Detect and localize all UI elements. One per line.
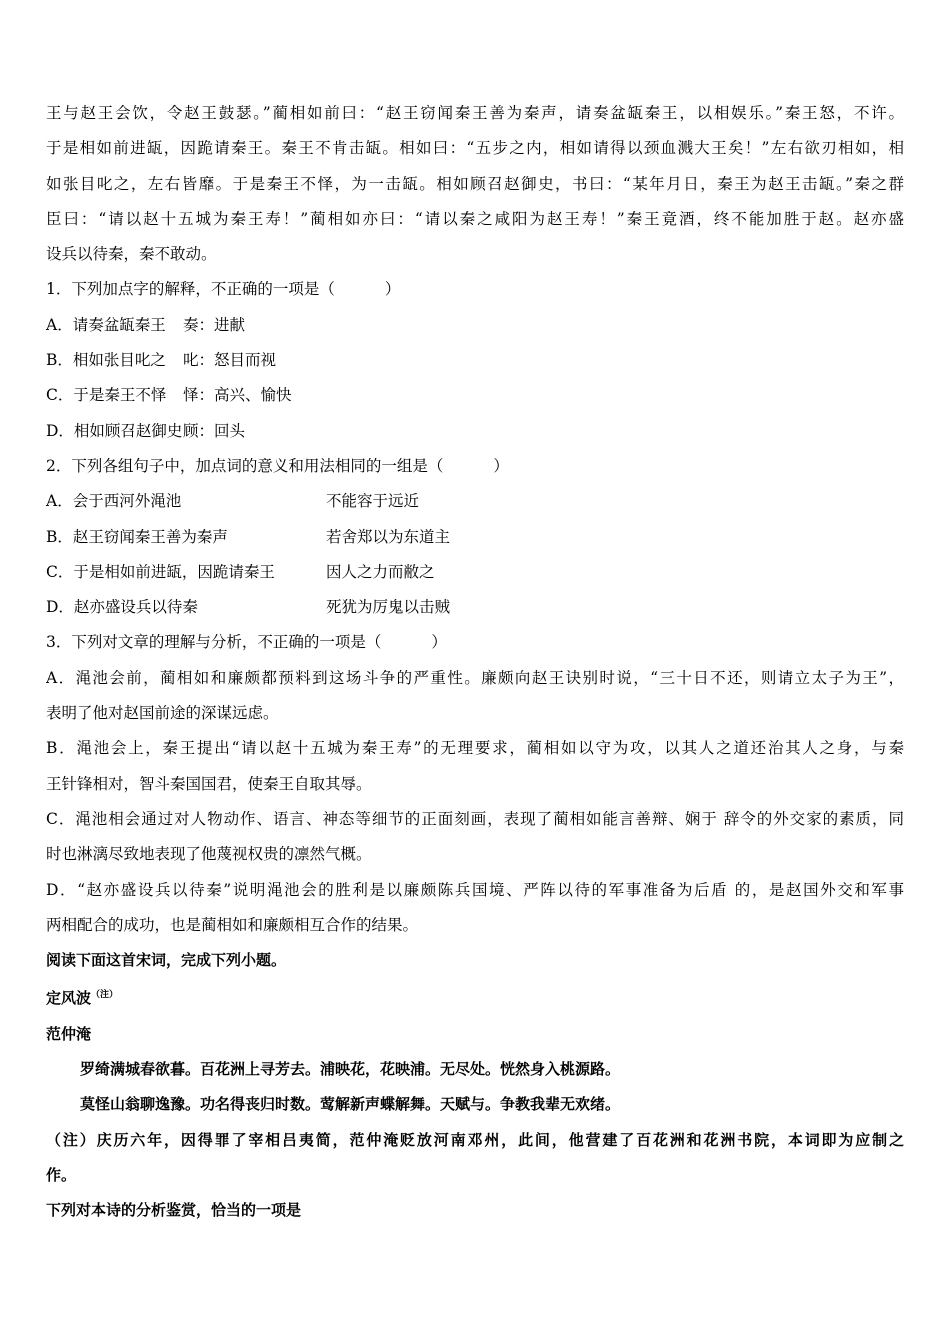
question-3-stem: 3．下列对文章的理解与分析，不正确的一项是（ ） [46,633,447,652]
option-line: 时也淋漓尽致地表现了他蔑视权贵的凛然气概。 [46,845,372,864]
question-1-stem: 1．下列加点字的解释，不正确的一项是（ ） [46,280,401,299]
poem-section [46,943,904,1228]
poem-note-line: （注）庆历六年，因得罪了宰相吕夷简，范仲淹贬放河南邓州，此间，他营建了百花洲和花洲书院，本词即为应制之 [46,1130,904,1149]
poem-note-line: 作。 [46,1165,77,1184]
poem-intro: 阅读下面这首宋词，完成下列小题。 [46,951,287,970]
question-3-option-c [46,802,904,873]
question-3-option-b [46,731,904,802]
question-1-option-c: C．于是秦王不怿 怿：高兴、愉快 [46,386,292,405]
passage-line: 设兵以待秦，秦不敢动。 [46,245,217,264]
passage-line: 臣曰：“请以赵十五城为秦王寿！”蔺相如亦曰：“请以秦之咸阳为赵王寿！”秦王竟酒，终不能加胜于赵。赵亦盛 [46,209,904,228]
poem-title: 定风波$^{(注)}$ [46,989,119,1008]
option-line: D．“赵亦盛设兵以待秦”说明渑池会的胜利是以廉颇陈兵国境、严阵以待的军事准备为后盾 的，是赵国外交和军事 [46,880,904,899]
poem-question-stem: 下列对本诗的分析鉴赏，恰当的一项是 [46,1201,302,1220]
passage [46,96,904,272]
passage-line: 如张目叱之，左右皆靡。于是秦王不怿，为一击缻。相如顾召赵御史，书曰：“某年月日，秦王为赵王击缻。”秦之群 [46,174,904,193]
option-line: A．渑池会前，蔺相如和廉颇都预料到这场斗争的严重性。廉颇向赵王诀别时说，“三十日不还，则请立太子为王”， [46,668,904,687]
passage-line: 王与赵王会饮，令赵王鼓瑟。”蔺相如前曰：“赵王窃闻秦王善为秦声，请奏盆缻秦王，以相娱乐。”秦王怒，不许。 [46,104,904,122]
option-line: 表明了他对赵国前途的深谋远虑。 [46,704,279,723]
question-3 [46,625,904,943]
option-line: B．渑池会上，秦王提出“请以赵十五城为秦王寿”的无理要求，蔺相如以守为攻，以其人之道还治其人之身，与秦 [46,739,904,758]
question-2-option-a: A．会于西河外渑池 不能容于远近 [46,492,420,511]
poem-line-2: 莫怪山翁聊逸豫。功名得丧归时数。莺解新声蝶解舞。天赋与。争教我辈无欢绪。 [80,1095,621,1114]
poem-author: 范仲淹 [46,1024,92,1043]
option-line: C．渑池相会通过对人物动作、语言、神态等细节的正面刻画，表现了蔺相如能言善辩、娴于 辞令的外交家的素质，同 [46,809,904,828]
title-note-mark: （注） [91,990,119,1001]
question-1-option-b: B．相如张目叱之 叱：怒目而视 [46,351,277,370]
option-line: 两相配合的成功，也是蔺相如和廉颇相互合作的结果。 [46,915,419,934]
option-line: 王针锋相对，智斗秦国国君，使秦王自取其辱。 [46,774,372,793]
question-3-option-d [46,873,904,944]
question-1 [46,272,904,448]
question-2-option-b: B．赵王窃闻秦王善为秦声 若舍郑以为东道主 [46,527,451,546]
poem-line-1: 罗绮满城春欲暮。百花洲上寻芳去。浦映花，花映浦。无尽处。恍然身入桃源路。 [80,1060,621,1079]
question-2 [46,449,904,625]
passage-line: 于是相如前进缻，因跪请秦王。秦王不肯击缻。相如曰：“五步之内，相如请得以颈血溅大王矣！”左右欲刃相如，相 [46,139,904,158]
question-2-option-c: C．于是相如前进缻，因跪请秦王 因人之力而敝之 [46,562,435,581]
question-3-option-a [46,661,904,732]
question-1-option-a: A．请奏盆缻秦王 奏：进献 [46,315,246,334]
question-2-stem: 2．下列各组句子中，加点词的意义和用法相同的一组是（ ） [46,456,509,475]
question-1-option-d: D．相如顾召赵御史 顾：回头 [46,421,246,440]
question-2-option-d: D．赵亦盛设兵以待秦 死犹为厉鬼以击贼 [46,598,451,617]
